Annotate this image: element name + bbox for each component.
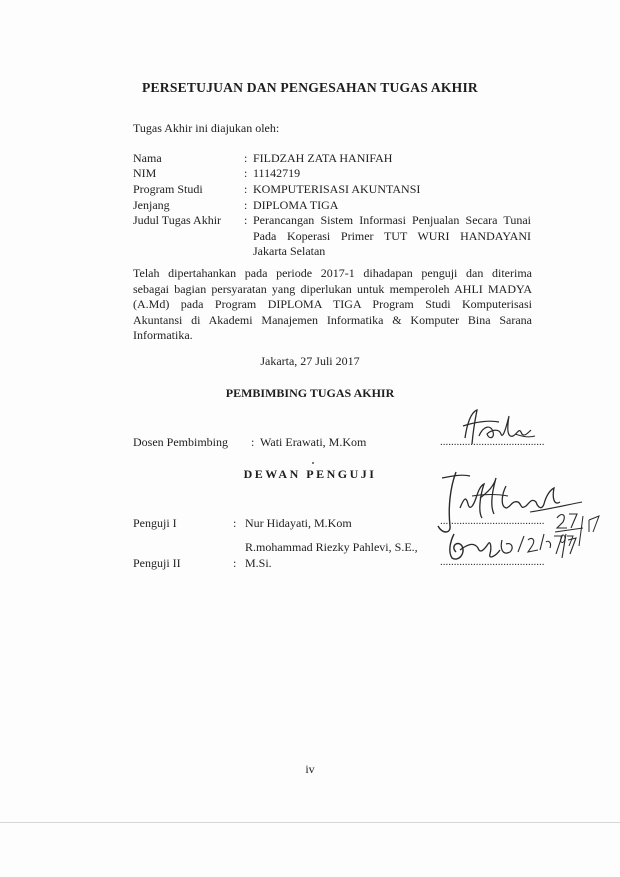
field-value-judul (253, 213, 531, 260)
signature-line: ...................................... (440, 556, 545, 568)
signature-penguji2 (440, 526, 580, 566)
field-colon: : (251, 435, 255, 449)
field-label-nim: NIM (133, 166, 157, 180)
field-label-jenjang: Jenjang (133, 198, 170, 212)
paragraph-line: sebagai bagian persyaratan yang diperlukan untuk memperoleh AHLI MADYA (133, 281, 532, 296)
field-colon: : (244, 166, 248, 180)
signature-line: ...................................... (440, 515, 545, 527)
field-value-nim: 11142719 (253, 166, 301, 180)
field-colon: : (244, 182, 248, 196)
page-number: iv (305, 762, 315, 776)
penguji1-name: Nur Hidayati, M.Kom (245, 516, 352, 530)
field-colon: : (244, 213, 248, 227)
penguji2-label: Penguji II (133, 556, 181, 570)
field-colon: : (244, 151, 248, 165)
judul-line: Pada Koperasi Primer TUT WURI HANDAYANI (253, 228, 531, 243)
penguji1-label: Penguji I (133, 516, 177, 530)
field-label-nama: Nama (133, 151, 162, 165)
judul-line: Jakarta Selatan (253, 244, 326, 258)
paragraph-line: Telah dipertahankan pada periode 2017-1 dihadapan penguji dan diterima (133, 266, 532, 280)
place-date: Jakarta, 27 Juli 2017 (260, 354, 360, 368)
page-title: PERSETUJUAN DAN PENGESAHAN TUGAS AKHIR (142, 80, 478, 95)
dosen-pembimbing-label: Dosen Pembimbing (133, 435, 228, 449)
judul-line: Perancangan Sistem Informasi Penjualan Secara Tunai (253, 213, 531, 227)
field-label-judul: Judul Tugas Akhir (133, 213, 222, 227)
paragraph-line: Informatika. (133, 328, 193, 342)
penguji2-name-line1: R.mohammad Riezky Pahlevi, S.E., (245, 540, 418, 554)
field-colon: : (233, 556, 237, 570)
field-label-program-studi: Program Studi (133, 182, 203, 196)
intro-text: Tugas Akhir ini diajukan oleh: (133, 121, 280, 135)
pembimbing-heading: PEMBIMBING TUGAS AKHIR (225, 386, 395, 400)
field-value-jenjang: DIPLOMA TIGA (253, 198, 339, 212)
dewan-heading: DEWAN PENGUJI (243, 467, 377, 481)
field-colon: : (233, 516, 237, 530)
approval-paragraph (133, 266, 532, 344)
paragraph-line: Akuntansi di Akademi Manajemen Informatika & Komputer Bina Sarana (133, 312, 532, 327)
paragraph-line: (A.Md) pada Program DIPLOMA TIGA Program Studi Komputerisasi (133, 297, 532, 311)
field-value-nama: FILDZAH ZATA HANIFAH (253, 151, 393, 165)
signature-line: ...................................... (440, 436, 545, 448)
signature-pembimbing (455, 404, 545, 452)
field-colon: : (244, 198, 248, 212)
scan-speck (312, 462, 314, 464)
penguji2-name-line2: M.Si. (245, 556, 272, 570)
dosen-pembimbing-name: Wati Erawati, M.Kom (260, 435, 367, 449)
scan-edge-line (0, 822, 620, 823)
field-value-program-studi: KOMPUTERISASI AKUNTANSI (253, 182, 421, 196)
